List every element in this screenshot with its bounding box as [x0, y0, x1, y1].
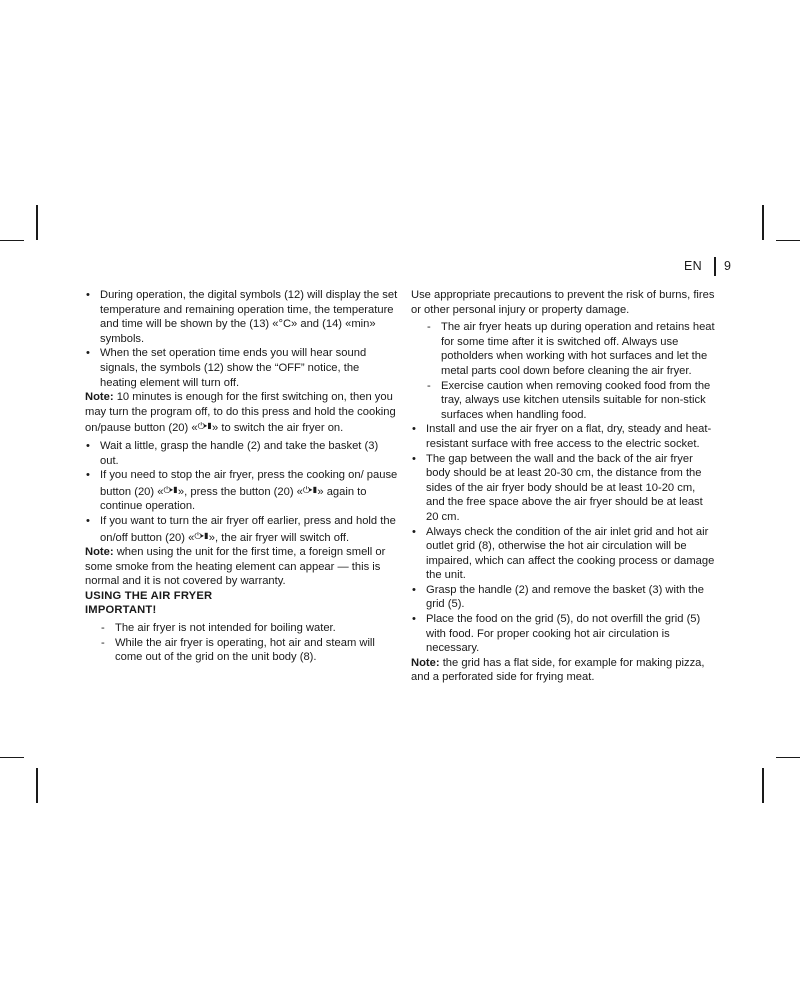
list-item-text: », the air fryer will switch off. [208, 531, 350, 544]
note-paragraph [85, 545, 398, 589]
list-item: - Exercise caution when removing cooked food from the tray, always use kitchen utensils suitable for non-stick surfaces when handling food. [411, 379, 716, 423]
note-text: when using the unit for the first time, a foreign smell or some smoke from the heating element can appear — this is normal and it is not covered by warranty. [85, 546, 386, 588]
dash-list [85, 621, 398, 665]
note-text: the grid has a flat side, for example for making pizza, and a perforated side for frying meat. [411, 656, 705, 684]
page-header [680, 257, 740, 277]
list-item: - While the air fryer is operating, hot air and steam will come out of the grid on the unit body (8). [85, 636, 398, 665]
bullet-list [85, 439, 398, 545]
list-item [85, 468, 398, 514]
power-pause-icon: ⏻▸▮ [302, 484, 318, 495]
crop-mark [776, 757, 800, 758]
list-item [85, 514, 398, 545]
important-label: IMPORTANT! [85, 604, 157, 617]
list-item: • When the set operation time ends you will hear sound signals, the symbols (12) show the “OFF” notice, the heating element will turn off. [85, 346, 398, 390]
power-pause-icon: ⏻▸▮ [163, 484, 178, 495]
bullet-list [85, 288, 398, 390]
note-label: Note: [85, 391, 114, 404]
intro-paragraph: Use appropriate precautions to prevent the risk of burns, fires or other personal injury or property damage. [411, 289, 715, 316]
section-title: USING THE AIR FRYER [85, 589, 213, 602]
crop-mark [762, 205, 764, 240]
list-item: - The air fryer is not intended for boiling water. [85, 621, 398, 636]
crop-mark [36, 768, 38, 803]
list-item: • Always check the condition of the air inlet grid and hot air outlet grid (8), otherwise the hot air circulation will be impaired, which can affect the cooking process or damage the unit. [411, 525, 716, 583]
crop-mark [762, 768, 764, 803]
note-label: Note: [85, 546, 114, 559]
page-number: 9 [724, 259, 731, 273]
list-item: • Install and use the air fryer on a flat, dry, steady and heat-resistant surface with free access to the electric socket. [411, 422, 716, 451]
note-paragraph [85, 390, 398, 436]
language-code: EN [684, 259, 702, 273]
list-item: • Grasp the handle (2) and remove the basket (3) with the grid (5). [411, 583, 716, 612]
note-text: » to switch the air fryer on. [212, 422, 344, 435]
note-label: Note: [411, 656, 440, 669]
right-column [411, 288, 716, 685]
list-item: • The gap between the wall and the back of the air fryer body should be at least 20-30 cm, the distance from the sides of the air fryer body should be at least 10-20 cm, and the free space above the air fryer should be at least 20 cm. [411, 452, 716, 525]
power-pause-icon: ⏻▸▮ [197, 421, 213, 432]
list-item: - The air fryer heats up during operation and retains heat for some time after it is switched off. Always use potholders when working with hot surfaces and let the metal parts cool down before cleaning the air fryer. [411, 320, 716, 378]
list-item-text: » again to continue operation. [100, 485, 367, 513]
note-paragraph [411, 656, 716, 685]
list-item: • Wait a little, grasp the handle (2) and take the basket (3) out. [85, 439, 398, 468]
list-item: • Place the food on the grid (5), do not overfill the grid (5) with food. For proper cooking hot air circulation is necessary. [411, 612, 716, 656]
list-item: • During operation, the digital symbols (12) will display the set temperature and remaining operation time, the temperature and time will be shown by the (13) «°C» and (14) «min» symbols. [85, 288, 398, 346]
dash-list [411, 320, 716, 422]
crop-mark [776, 240, 800, 241]
left-column [85, 288, 398, 665]
power-pause-icon: ⏻▸▮ [194, 530, 209, 541]
crop-mark [36, 205, 38, 240]
list-item-text: », press the button (20) « [177, 485, 303, 498]
list-item-text: If you want to turn the air fryer off earlier, press and hold the on/off button (20) « [100, 514, 396, 544]
crop-mark [0, 240, 24, 241]
bullet-list [411, 422, 716, 656]
crop-mark [0, 757, 24, 758]
list-item-text: If you need to stop the air fryer, press the cooking on/ pause button (20) « [100, 469, 398, 498]
note-text: 10 minutes is enough for the first switching on, then you may turn the program off, to do this press and hold the cooking on/pause button (20) « [85, 391, 396, 435]
header-separator [714, 257, 716, 276]
